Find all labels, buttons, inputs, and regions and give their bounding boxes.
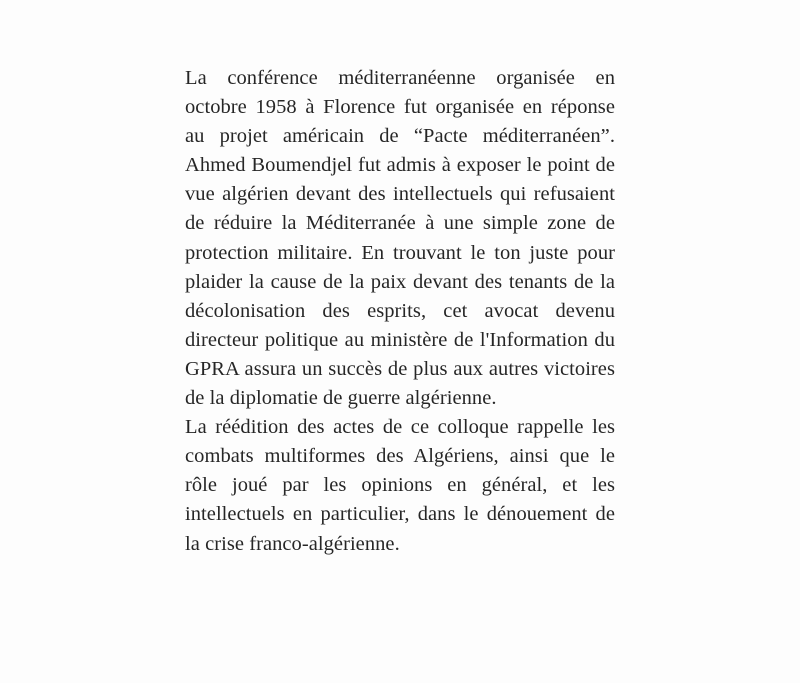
document-text — [185, 64, 615, 559]
paragraph-2: La réédition des actes de ce colloque rappelle les combats multiformes des Algériens, ainsi que le rôle joué par les opinions en général, et les intellectuels en particulier, dans le dénouement de la crise franco-algérienne. — [185, 416, 615, 555]
paragraph-1: La conférence méditerranéenne organisée en octobre 1958 à Florence fut organisée en réponse au projet américain de “Pacte méditerranéen”. Ahmed Boumendjel fut admis à exposer le point de vue algérien devant des intellectuels qui refusaient de réduire la Méditerranée à une simple zone de protection militaire. En trouvant le ton juste pour plaider la cause de la paix devant des tenants de la décolonisation des esprits, cet avocat devenu directeur politique au ministère de l'Information du GPRA assura un succès de plus aux autres victoires de la diplomatie de guerre algérienne. — [185, 67, 615, 410]
